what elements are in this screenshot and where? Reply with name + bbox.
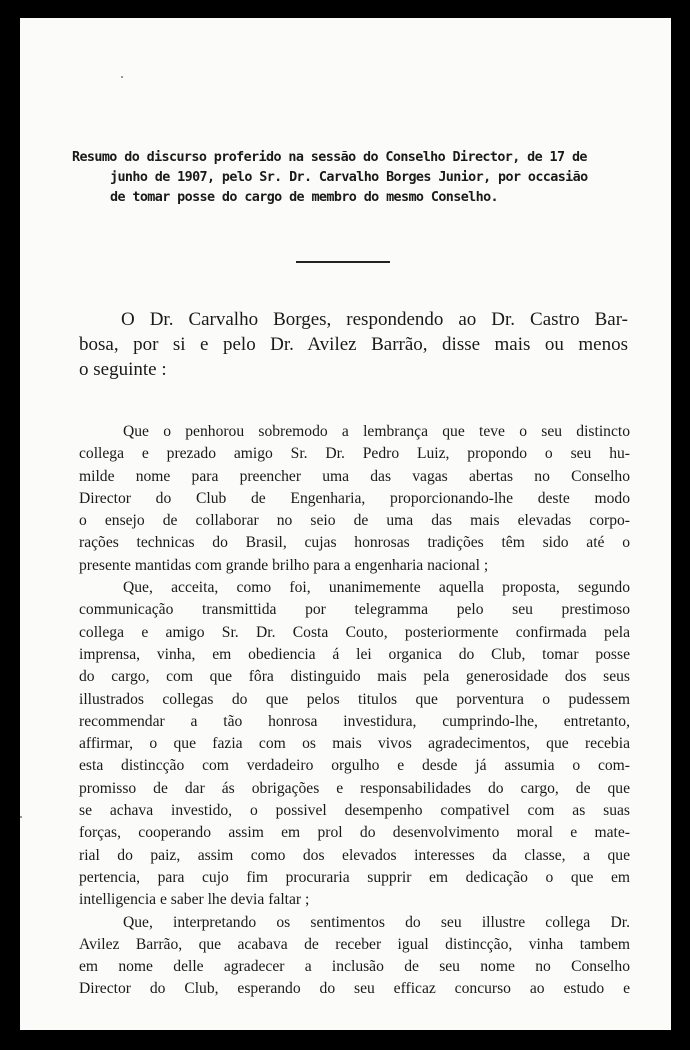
body-line: pertencia, para cujo fim procuraria supprir em dedicação o que em [79, 868, 630, 886]
body-line: presente mantidas com grande brilho para a engenharia nacional ; [79, 556, 489, 574]
body-line: o ensejo de collaborar no seio de uma das mais elevadas corpo- [79, 512, 630, 530]
body-line: do cargo, com que fôra distinguido mais pela generosidade dos seus [79, 668, 630, 686]
body-line: communicação transmittida por telegramma pelo seu prestimoso [79, 601, 630, 619]
paper-speck [121, 76, 123, 78]
document-heading [72, 148, 632, 208]
body-line: esta distincção com verdadeiro orgulho e desde já assumia o com- [79, 757, 630, 775]
body-line: Director do Club, esperando do seu efficaz concurso ao estudo e [79, 980, 630, 998]
body-line: affirmar, o que fazia com os mais vivos agradecimentos, que recebia [79, 735, 630, 753]
separator-rule [296, 261, 390, 263]
intro-paragraph [79, 307, 628, 382]
intro-line: o seguinte : [79, 359, 167, 380]
body-line: Que, interpretando os sentimentos do seu illustre collega Dr. [123, 913, 630, 931]
body-line: rações technicas do Brasil, cujas honrosas tradições têm sido até o [79, 534, 630, 552]
body-line: collega e amigo Sr. Dr. Costa Couto, posteriormente confirmada pela [79, 623, 630, 641]
document-page [20, 18, 671, 1030]
speech-body [79, 421, 630, 1001]
body-line: Avilez Barrão, que acabava de receber igual distincção, vinha tambem [79, 935, 630, 953]
body-line: recommendar a tão honrosa investidura, cumprindo-lhe, entretanto, [79, 712, 630, 730]
body-line: Que, acceita, como foi, unanimemente aquella proposta, segundo [123, 579, 630, 597]
paper-speck [20, 816, 22, 818]
body-line: imprensa, vinha, em obediencia á lei organica do Club, tomar posse [79, 645, 630, 663]
body-line: milde nome para preencher uma das vagas abertas no Conselho [79, 467, 630, 485]
heading-line: de tomar posse do cargo de membro do mesmo Conselho. [110, 190, 499, 205]
intro-line: O Dr. Carvalho Borges, respondendo ao Dr. Castro Bar- [121, 309, 628, 330]
intro-line: bosa, por si e pelo Dr. Avilez Barrão, disse mais ou menos [79, 334, 628, 355]
body-line: Que o penhorou sobremodo a lembrança que teve o seu distincto [123, 423, 630, 440]
heading-line: Resumo do discurso proferido na sessão do Conselho Director, de 17 de [72, 150, 587, 165]
body-line: forças, cooperando assim em prol do desenvolvimento moral e mate- [79, 824, 630, 842]
body-line: intelligencia e saber lhe devia faltar ; [79, 891, 310, 909]
heading-line: junho de 1907, pelo Sr. Dr. Carvalho Borges Junior, por occasião [110, 170, 588, 185]
body-line: collega e prezado amigo Sr. Dr. Pedro Luiz, propondo o seu hu- [79, 445, 630, 463]
body-line: Director do Club de Engenharia, proporcionando-lhe deste modo [79, 489, 630, 507]
body-line: illustrados collegas do que pelos titulos que porventura o pudessem [79, 690, 630, 708]
body-line: se achava investido, o possivel desempenho compativel com as suas [79, 802, 630, 820]
body-line: em nome delle agradecer a inclusão de seu nome no Conselho [79, 958, 630, 976]
body-line: promisso de dar ás obrigações e responsabilidades do cargo, de que [79, 779, 630, 797]
body-line: rial do paiz, assim como dos elevados interesses da classe, a que [79, 846, 630, 864]
